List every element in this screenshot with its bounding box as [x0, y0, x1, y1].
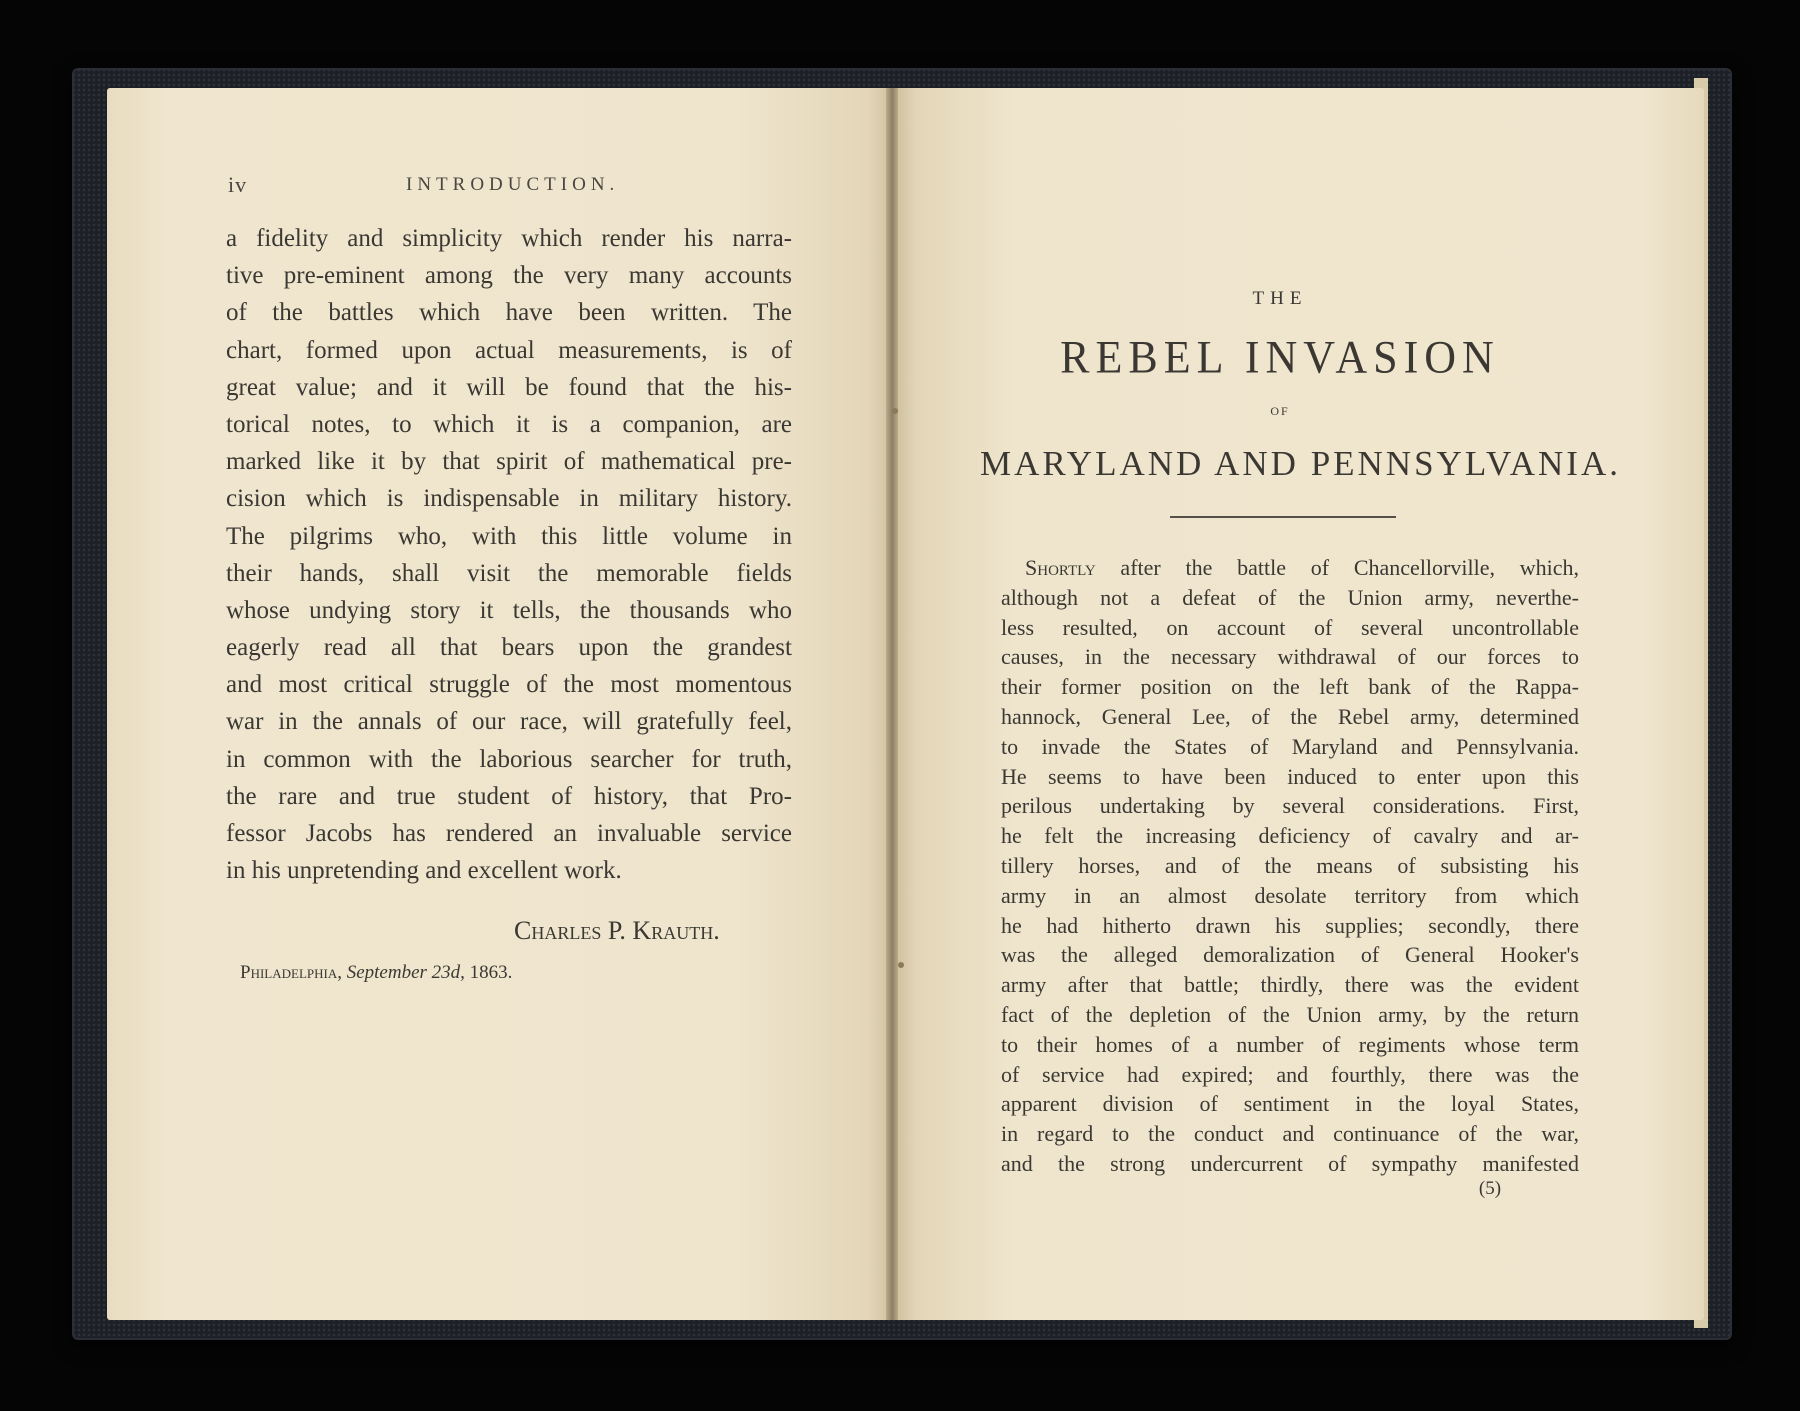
chapter-subtitle: MARYLAND AND PENNSYLVANIA. — [980, 444, 1621, 483]
text-line: hannock, General Lee, of the Rebel army, determined — [1001, 703, 1579, 729]
text-line: great value; and it will be found that the his- — [226, 373, 792, 401]
text-line: a fidelity and simplicity which render his narra- — [226, 225, 792, 252]
text-line: perilous undertaking by several considerations. First, — [1001, 793, 1579, 819]
dateline-place: Philadelphia, — [240, 962, 342, 983]
text-line: causes, in the necessary withdrawal of our forces to — [1001, 644, 1579, 670]
text-line: the rare and true student of history, that Pro- — [226, 782, 792, 810]
text-line: of the battles which have been written. The — [226, 299, 792, 327]
dateline — [240, 962, 620, 990]
page-number: iv — [228, 172, 248, 197]
title-article: THE — [1252, 288, 1308, 309]
text-line: was the alleged demoralization of General Hooker's — [1001, 942, 1579, 968]
text-line: tive pre-eminent among the very many accounts — [226, 262, 792, 290]
dateline-year: 1863. — [469, 962, 513, 983]
text-line: and the strong undercurrent of sympathy manifested — [1001, 1150, 1579, 1176]
text-line: to their homes of a number of regiments whose term — [1001, 1031, 1579, 1057]
text-line: in regard to the conduct and continuance of the war, — [1001, 1121, 1579, 1147]
text-line: The pilgrims who, with this little volume in — [226, 522, 792, 550]
text-line: cision which is indispensable in military history. — [226, 485, 792, 513]
text-line: their hands, shall visit the memorable fields — [226, 559, 792, 587]
drop-word: Shortly — [1025, 555, 1096, 580]
chapter-title: REBEL INVASION — [1060, 331, 1500, 384]
author-signature: Charles P. Krauth. — [514, 916, 720, 945]
text-line: to invade the States of Maryland and Pennsylvania. — [1001, 733, 1579, 759]
text-line: he had hitherto drawn his supplies; secondly, there — [1001, 912, 1579, 938]
text-line: less resulted, on account of several uncontrollable — [1001, 614, 1579, 640]
title-connector: OF — [1270, 404, 1290, 418]
chapter-body-text — [1001, 553, 1579, 1179]
text-line: chart, formed upon actual measurements, is of — [226, 336, 792, 364]
text-line: war in the annals of our race, will gratefully feel, — [226, 708, 792, 736]
text-line: fessor Jacobs has rendered an invaluable service — [226, 820, 792, 847]
book-gutter — [886, 88, 898, 1320]
binding-thread-mark — [898, 962, 904, 968]
text-line: marked like it by that spirit of mathematical pre- — [226, 448, 792, 476]
running-head — [228, 172, 788, 202]
text-line: army after that battle; thirdly, there was the evident — [1001, 972, 1579, 998]
text-line: in his unpretending and excellent work. — [226, 857, 622, 885]
dateline-date: September 23d, — [346, 962, 465, 983]
text-line: in common with the laborious searcher for truth, — [226, 745, 792, 773]
text-line: eagerly read all that bears upon the grandest — [226, 634, 792, 662]
text-line: whose undying story it tells, the thousands who — [226, 596, 792, 624]
text-line: and most critical struggle of the most momentous — [226, 671, 792, 699]
page-number-right: (5) — [1478, 1178, 1502, 1199]
first-line-text: after the battle of Chancellorville, which, — [1095, 555, 1579, 580]
introduction-body-text — [226, 220, 792, 889]
text-line: their former position on the left bank of the Rappa- — [1001, 674, 1579, 700]
text-line: he felt the increasing deficiency of cavalry and ar- — [1001, 823, 1579, 849]
text-line: apparent division of sentiment in the loyal States, — [1001, 1091, 1579, 1117]
text-line: fact of the depletion of the Union army, by the return — [1001, 1001, 1579, 1027]
text-line: although not a defeat of the Union army, neverthe- — [1001, 584, 1579, 610]
title-rule — [1170, 516, 1396, 518]
text-line: army in an almost desolate territory from which — [1001, 882, 1579, 908]
text-line: of service had expired; and fourthly, there was the — [1001, 1061, 1579, 1087]
text-line: torical notes, to which it is a companion, are — [226, 410, 792, 438]
running-head-title: INTRODUCTION. — [406, 174, 620, 195]
binding-thread-mark — [892, 408, 898, 414]
text-line: He seems to have been induced to enter upon this — [1001, 763, 1579, 789]
text-line — [1001, 553, 1579, 583]
text-line: tillery horses, and of the means of subsisting his — [1001, 852, 1579, 878]
